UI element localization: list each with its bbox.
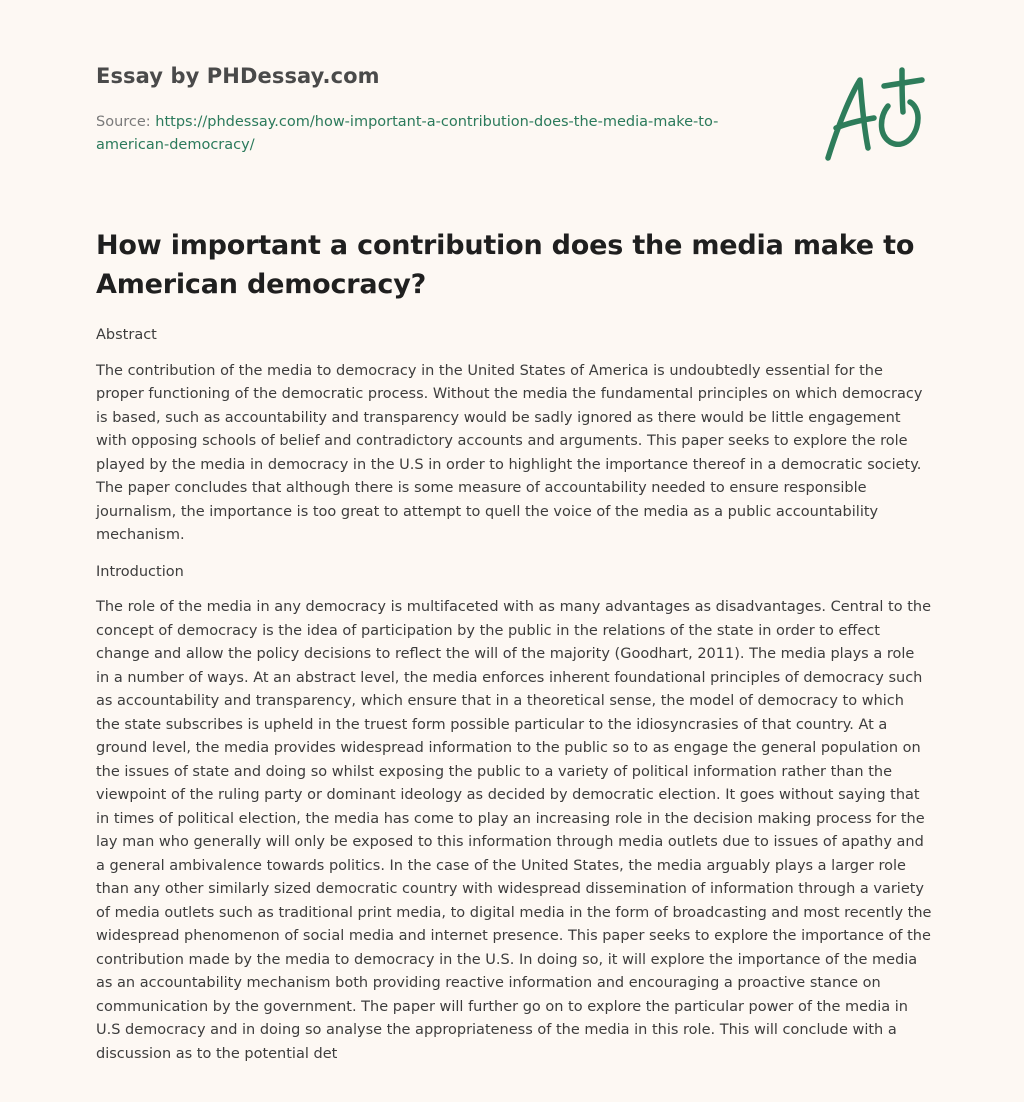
paragraph-introduction: The role of the media in any democracy is multifaceted with as many advantages as disadvantages. Central to the concept of democracy is the idea of participation by the public in the relations of the state in order to effect change and allow the policy decisions to reflect the will of the majority (Goodhart, 2011). The media plays a role in a number of ways. At an abstract level, the media enforces inherent foundational principles of democracy such as accountability and transparency, which ensure that in a theoretical sense, the model of democracy to which the state subscribes is upheld in the truest form possible particular to the idiosyncrasies of that country. At a ground level, the media provides widespread information to the public so to as engage the general population on the issues of state and doing so whilst exposing the public to a variety of political information rather than the viewpoint of the ruling party or dominant ideology as decided by democratic election. It goes without saying that in times of political election, the media has come to play an increasing role in the decision making process for the lay man who generally will only be exposed to this information through media outlets due to issues of apathy and a general ambivalence towards politics. In the case of the United States, the media arguably plays a larger role than any other similarly sized democratic country with widespread dissemination of information through a variety of media outlets such as traditional print media, to digital media in the form of broadcasting and most recently the widespread phenomenon of social media and internet presence. This paper seeks to explore the importance of the contribution made by the media to democracy in the U.S. In doing so, it will explore the importance of the media as an accountability mechanism both providing reactive information and encouraging a proactive stance on communication by the government. The paper will further go on to explore the particular power of the media in U.S democracy and in doing so analyse the appropriateness of the media in this role. This will conclude with a discussion as to the potential det xyxy=(96,599,932,1062)
a-plus-logo-icon xyxy=(818,66,930,166)
essay-body xyxy=(96,324,932,1079)
section-heading-abstract: Abstract xyxy=(96,327,157,343)
paragraph-abstract: The contribution of the media to democracy in the United States of America is undoubtedly essential for the proper functioning of the democratic process. Without the media the fundamental principles on which democracy is based, such as accountability and transparency would be sadly ignored as there would be little engagement with opposing schools of belief and contradictory accounts and arguments. This paper seeks to explore the role played by the media in democracy in the U.S in order to highlight the importance thereof in a democratic society. The paper concludes that although there is some measure of accountability needed to ensure responsible journalism, the importance is too great to attempt to quell the voice of the media as a public accountability mechanism. xyxy=(96,362,923,543)
source-line xyxy=(96,111,786,156)
section-heading-introduction: Introduction xyxy=(96,563,184,580)
essay-title: How important a contribution does the media make to American democracy? xyxy=(96,230,915,300)
source-link[interactable]: https://phdessay.com/how-important-a-contribution-does-the-media-make-to-american-democracy/ xyxy=(96,114,719,153)
source-label: Source: xyxy=(96,114,151,130)
brand-title: Essay by PHDessay.com xyxy=(96,64,380,88)
